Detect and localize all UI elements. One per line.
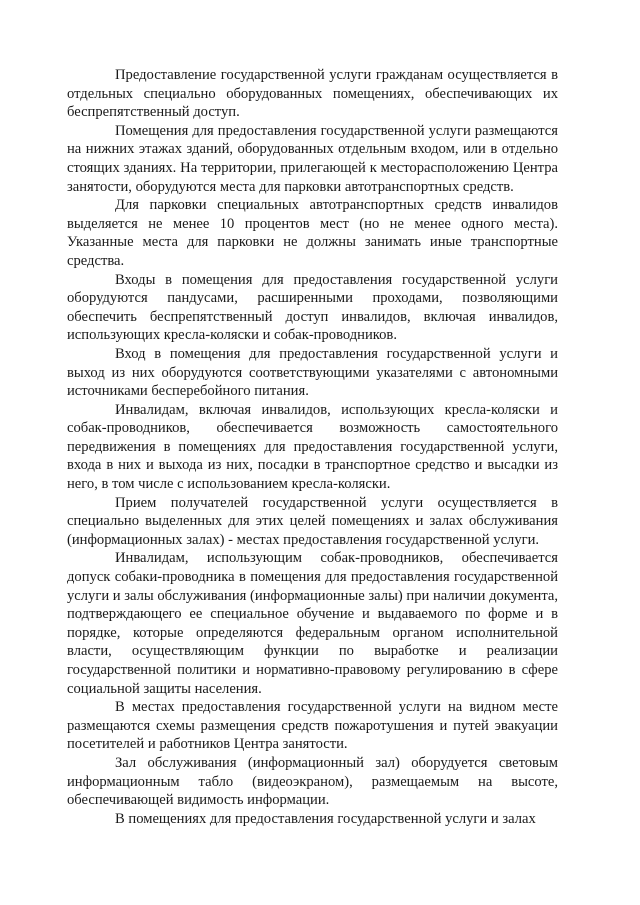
paragraph-10: Зал обслуживания (информационный зал) оборудуется световым информационным табло (видеоэкраном), размещаемым на высоте, обеспечивающей видимость информации. — [67, 754, 558, 809]
paragraph-2: Помещения для предоставления государственной услуги размещаются на нижних этажах зданий, оборудованных отдельным входом, или в отдельно стоящих зданиях. На территории, прилегающей к месторасположению Центра занятости, оборудуются места для парковки автотранспортных средств. — [67, 122, 558, 195]
paragraph-3: Для парковки специальных автотранспортных средств инвалидов выделяется не менее 10 процентов мест (но не менее одного места). Указанные места для парковки не должны занимать иные транспортные средства. — [67, 197, 558, 269]
paragraph-5: Вход в помещения для предоставления государственной услуги и выход из них оборудуются соответствующими указателями с автономными источниками бесперебойного питания. — [67, 345, 558, 400]
paragraph-1: Предоставление государственной услуги гражданам осуществляется в отдельных специально оборудованных помещениях, обеспечивающих их беспрепятственный доступ. — [67, 67, 558, 121]
paragraph-7: Прием получателей государственной услуги осуществляется в специально выделенных для этих целей помещениях и залах обслуживания (информационных залах) - местах предоставления государственной услуги. — [67, 494, 558, 548]
paragraph-9: В местах предоставления государственной услуги на видном месте размещаются схемы размещения средств пожаротушения и путей эвакуации посетителей и работников Центра занятости. — [67, 699, 558, 753]
document-body — [67, 66, 558, 828]
paragraph-4: Входы в помещения для предоставления государственной услуги оборудуются пандусами, расширенными проходами, позволяющими обеспечить беспрепятственный доступ инвалидов, включая инвалидов, использующих кресла-коляски и собак-проводников. — [67, 271, 558, 344]
paragraph-11: В помещениях для предоставления государственной услуги и залах — [115, 810, 536, 827]
paragraph-6: Инвалидам, включая инвалидов, использующих кресла-коляски и собак-проводников, обеспечивается возможность самостоятельного передвижения в помещениях для предоставления государственной услуги, входа в них и выхода из них, посадки в транспортное средство и высадки из него, в том числе с использованием кресла-коляски. — [67, 401, 558, 493]
paragraph-8: Инвалидам, использующим собак-проводников, обеспечивается допуск собаки-проводника в помещения для предоставления государственной услуги и залы обслуживания (информационные залы) при наличии документа, подтверждающего ее специальное обучение и выдаваемого по форме и в порядке, которые определяются федеральным органом исполнительной власти, осуществляющим функции по выработке и реализации государственной политики и нормативно-правовому регулированию в сфере социальной защиты населения. — [67, 550, 558, 697]
